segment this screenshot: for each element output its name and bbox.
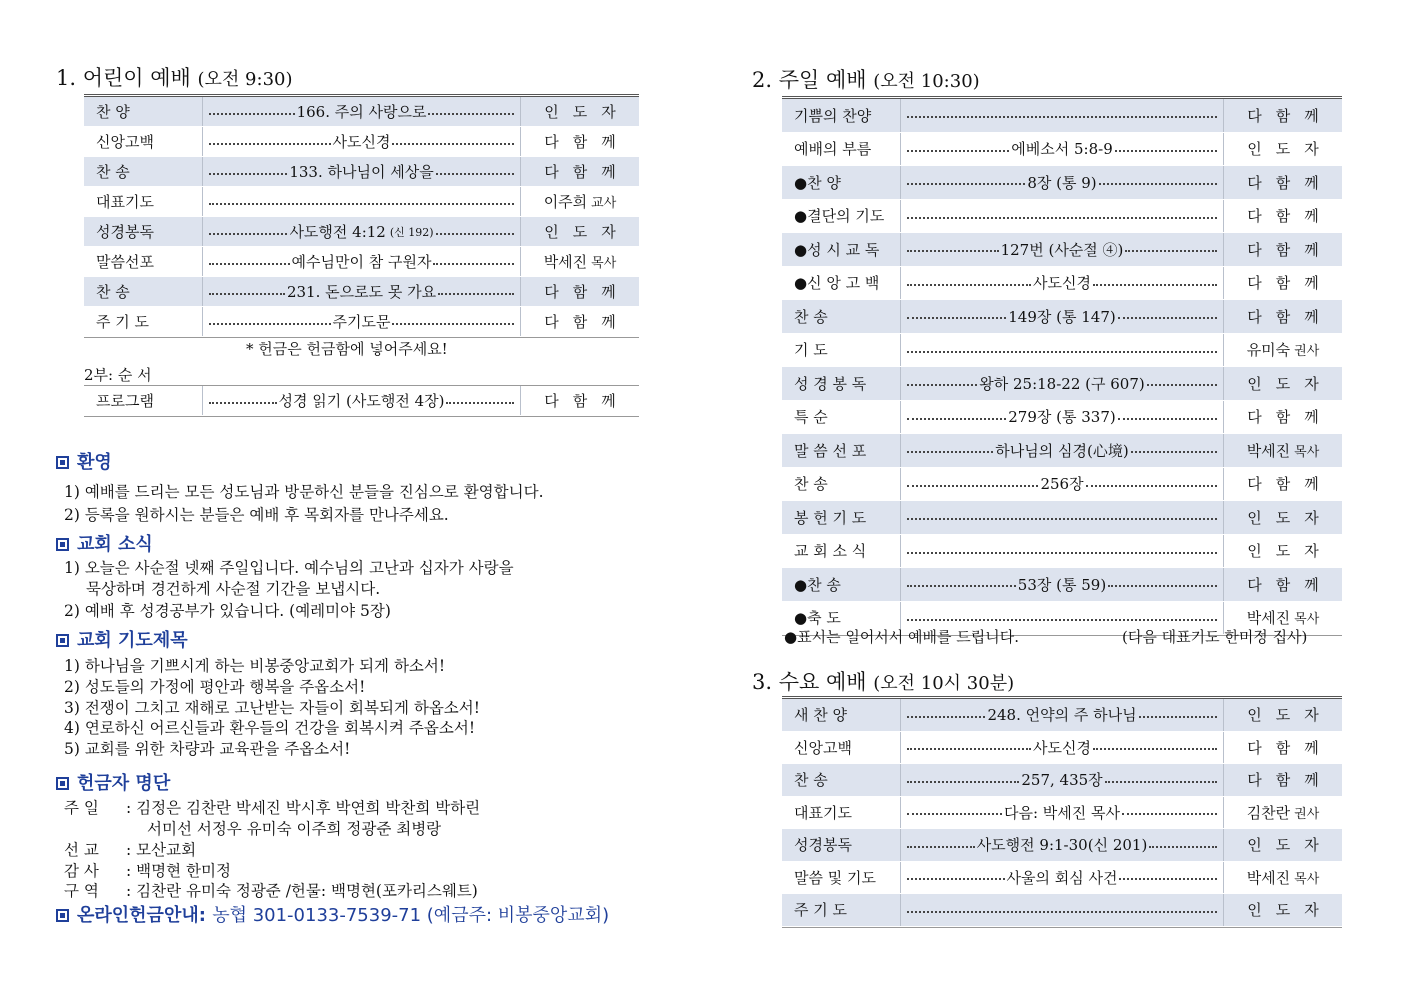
donors-heading: 헌금자 명단 [56, 769, 170, 795]
order-item-leader: 박세진 목사 [1246, 868, 1320, 887]
order-row [782, 300, 1342, 334]
order-item-leader: 다함께 [1247, 307, 1333, 326]
donors-row-mission: 선 교 : 모산교회 [64, 841, 197, 859]
part2-order-table [84, 385, 639, 417]
order-item-content: 사도행전 4:12 (신 192) [202, 217, 521, 246]
order-item-leader: 인도자 [1247, 374, 1333, 393]
order-item-content: 사울의 회심 사건 [900, 862, 1224, 894]
order-item-content: 사도행전 9:1-30(신 201) [900, 829, 1224, 861]
order-item-label: 대표기도 [96, 193, 154, 211]
order-item-label: 찬 송 [794, 307, 828, 326]
order-row [782, 200, 1342, 234]
order-item-label: ●결단의 기도 [794, 207, 885, 226]
order-item-label: 찬 양 [96, 103, 130, 121]
prayer-line-1: 1) 하나님을 기쁘시게 하는 비봉중앙교회가 되게 하소서! [64, 657, 446, 675]
order-item-leader: 유미숙 권사 [1246, 341, 1320, 360]
section2-title: 2. 주일 예배 (오전 10:30) [752, 68, 980, 92]
order-row [84, 97, 639, 127]
news-line-2: 묵상하며 경건하게 사순절 기간을 보냅시다. [86, 580, 381, 598]
order-row [782, 797, 1342, 830]
order-item-label: 기쁨의 찬양 [794, 106, 872, 125]
order-row [782, 829, 1342, 862]
order-item-label: 새 찬 양 [794, 706, 848, 725]
order-item-label: 신앙고백 [794, 738, 852, 757]
order-item-label: 교 회 소 식 [794, 542, 867, 561]
order-row [782, 233, 1342, 267]
order-item-leader: 다함께 [1247, 240, 1333, 259]
order-item-label: 특 순 [794, 408, 828, 427]
order-item-leader: 인도자 [544, 223, 630, 241]
prayer-line-2: 2) 성도들의 가정에 평안과 행복을 주옵소서! [64, 678, 366, 696]
square-bullet-icon [56, 538, 69, 551]
order-item-content: 사도신경 [202, 127, 521, 156]
order-item-leader: 이주희 교사 [543, 193, 617, 211]
standing-note: ●표시는 일어서서 예배를 드립니다. [784, 628, 1020, 646]
order-row [84, 386, 639, 416]
order-item-content [202, 187, 521, 216]
sunday-worship-order-table [782, 96, 1342, 636]
order-item-leader: 다함께 [544, 313, 630, 331]
order-item-content [900, 535, 1224, 568]
order-row [782, 334, 1342, 368]
order-item-content [900, 894, 1224, 926]
order-row [782, 99, 1342, 133]
order-item-content [900, 334, 1224, 367]
order-item-label: 기 도 [794, 341, 828, 360]
news-line-3: 2) 예배 후 성경공부가 있습니다. (예레미야 5장) [64, 602, 391, 620]
order-row [782, 434, 1342, 468]
order-item-label: 말 씀 선 포 [794, 441, 867, 460]
order-item-leader: 인도자 [1247, 836, 1333, 855]
order-item-leader: 다함께 [1247, 207, 1333, 226]
order-row [782, 535, 1342, 569]
order-row [782, 764, 1342, 797]
order-item-leader: 인도자 [1247, 706, 1333, 725]
next-prayer-note: (다음 대표기도 한미정 집사) [1122, 628, 1308, 646]
order-item-leader: 다함께 [1247, 475, 1333, 494]
order-item-content: 133. 하나님이 세상을 [202, 157, 521, 186]
square-bullet-icon [56, 777, 69, 790]
order-item-leader: 다함께 [1247, 408, 1333, 427]
order-item-content: 149장 (통 147) [900, 300, 1224, 333]
order-row [84, 127, 639, 157]
order-item-content: 256장 [900, 468, 1224, 501]
order-item-content: 성경 읽기 (사도행전 4장) [202, 386, 521, 415]
order-item-leader: 박세진 목사 [543, 253, 617, 271]
order-item-label: 봉 헌 기 도 [794, 508, 867, 527]
order-row [782, 267, 1342, 301]
children-worship-order-table [84, 94, 639, 338]
order-row [84, 187, 639, 217]
news-heading: 교회 소식 [56, 530, 153, 556]
order-item-leader: 인도자 [1247, 901, 1333, 920]
order-item-label: ●찬 양 [794, 173, 841, 192]
order-row [84, 157, 639, 187]
order-item-leader: 인도자 [544, 103, 630, 121]
order-item-label: 성경봉독 [794, 836, 852, 855]
order-item-label: 성 경 봉 독 [794, 374, 867, 393]
order-row [782, 699, 1342, 732]
order-row [84, 277, 639, 307]
order-item-leader: 다함께 [1247, 173, 1333, 192]
order-item-label: 말씀선포 [96, 253, 154, 271]
order-item-leader: 다함께 [1247, 738, 1333, 757]
order-item-label: 주 기 도 [96, 313, 150, 331]
order-item-leader: 박세진 목사 [1246, 441, 1320, 460]
square-bullet-icon [56, 634, 69, 647]
square-bullet-icon [56, 909, 69, 922]
order-item-content: 하나님의 심경(心境) [900, 434, 1224, 467]
order-row [782, 862, 1342, 895]
order-row [84, 247, 639, 277]
order-row [782, 133, 1342, 167]
donors-row-district: 구 역 : 김찬란 유미숙 정광준 /헌물: 백명현(포카리스웨트) [64, 882, 478, 900]
order-row [782, 367, 1342, 401]
order-item-content: 주기도문 [202, 307, 521, 336]
order-item-content [900, 200, 1224, 233]
order-item-label: 찬 송 [794, 771, 828, 790]
offering-note: * 헌금은 헌금함에 넣어주세요! [246, 340, 448, 358]
prayer-line-5: 5) 교회를 위한 차량과 교육관을 주옵소서! [64, 740, 351, 758]
order-item-leader: 김찬란 권사 [1246, 803, 1320, 822]
order-item-content: 사도신경 [900, 267, 1224, 300]
donors-row-sunday: 주 일 : 김정은 김찬란 박세진 박시후 박연희 박찬희 박하린 [64, 799, 481, 817]
order-row [782, 568, 1342, 602]
order-item-label: 찬 송 [96, 283, 130, 301]
order-item-leader: 인도자 [1247, 140, 1333, 159]
order-item-label: ●신 앙 고 백 [794, 274, 880, 293]
order-item-leader: 다함께 [1247, 771, 1333, 790]
order-item-leader: 다함께 [544, 283, 630, 301]
order-row [84, 217, 639, 247]
order-item-content: 248. 언약의 주 하나님 [900, 699, 1224, 731]
order-item-label: 예배의 부름 [794, 140, 872, 159]
order-item-content: 8장 (통 9) [900, 166, 1224, 199]
order-item-leader: 다함께 [544, 163, 630, 181]
welcome-line-1: 1) 예배를 드리는 모든 성도님과 방문하신 분들을 진심으로 환영합니다. [64, 483, 544, 501]
news-line-1: 1) 오늘은 사순절 넷째 주일입니다. 예수님의 고난과 십자가 사랑을 [64, 559, 514, 577]
order-item-label: 프로그램 [96, 392, 154, 410]
section1-title: 1. 어린이 예배 (오전 9:30) [56, 66, 293, 90]
order-item-content: 사도신경 [900, 732, 1224, 764]
order-item-content: 257, 435장 [900, 764, 1224, 796]
order-item-leader: 다함께 [544, 392, 630, 410]
order-row [782, 894, 1342, 927]
order-item-leader: 다함께 [544, 133, 630, 151]
order-item-label: 신앙고백 [96, 133, 154, 151]
order-item-leader: 다함께 [1247, 575, 1333, 594]
online-offering-info: 온라인헌금안내: 농협 301-0133-7539-71 (예금주: 비봉중앙교회) [56, 901, 609, 927]
order-item-content: 왕하 25:18-22 (구 607) [900, 367, 1224, 400]
order-item-content: 에베소서 5:8-9 [900, 133, 1224, 166]
welcome-heading: 환영 [56, 448, 112, 474]
order-item-label: 말씀 및 기도 [794, 868, 876, 887]
order-item-label: 찬 송 [794, 475, 828, 494]
order-item-content: 예수님만이 참 구원자 [202, 247, 521, 276]
order-row [84, 307, 639, 337]
order-row [782, 501, 1342, 535]
order-item-label: ●축 도 [794, 609, 841, 628]
wednesday-worship-order-table [782, 696, 1342, 928]
order-item-content [900, 501, 1224, 534]
order-item-content: 127번 (사순절 ④) [900, 233, 1224, 266]
order-item-leader: 인도자 [1247, 508, 1333, 527]
part2-label: 2부: 순 서 [84, 366, 152, 384]
welcome-line-2: 2) 등록을 원하시는 분들은 예배 후 목회자를 만나주세요. [64, 506, 449, 524]
order-item-content: 53장 (통 59) [900, 568, 1224, 601]
donors-row-thanks: 감 사 : 백명현 한미정 [64, 862, 231, 880]
donors-row-sunday-cont: 서미선 서정우 유미숙 이주희 정광준 최병랑 [147, 820, 442, 838]
order-item-label: ●성 시 교 독 [794, 240, 880, 259]
order-item-leader: 인도자 [1247, 542, 1333, 561]
order-item-content: 279장 (통 337) [900, 401, 1224, 434]
order-item-leader: 다함께 [1247, 106, 1333, 125]
order-item-label: 주 기 도 [794, 901, 848, 920]
prayer-heading: 교회 기도제목 [56, 626, 188, 652]
order-item-leader: 다함께 [1247, 274, 1333, 293]
order-item-content [900, 99, 1224, 132]
order-row [782, 401, 1342, 435]
order-item-content: 다음: 박세진 목사 [900, 797, 1224, 829]
order-row [782, 166, 1342, 200]
order-item-content: 231. 돈으로도 못 가요 [202, 277, 521, 306]
prayer-line-4: 4) 연로하신 어르신들과 환우들의 건강을 회복시켜 주옵소서! [64, 719, 476, 737]
order-row [782, 468, 1342, 502]
order-item-leader: 박세진 목사 [1246, 609, 1320, 628]
prayer-line-3: 3) 전쟁이 그치고 재해로 고난받는 자들이 회복되게 하옵소서! [64, 699, 480, 717]
section3-title: 3. 수요 예배 (오전 10시 30분) [752, 670, 1015, 694]
order-item-label: 성경봉독 [96, 223, 154, 241]
order-item-content: 166. 주의 사랑으로 [202, 97, 521, 126]
order-item-label: 대표기도 [794, 803, 852, 822]
square-bullet-icon [56, 456, 69, 469]
order-item-label: ●찬 송 [794, 575, 841, 594]
order-row [782, 732, 1342, 765]
order-item-label: 찬 송 [96, 163, 130, 181]
